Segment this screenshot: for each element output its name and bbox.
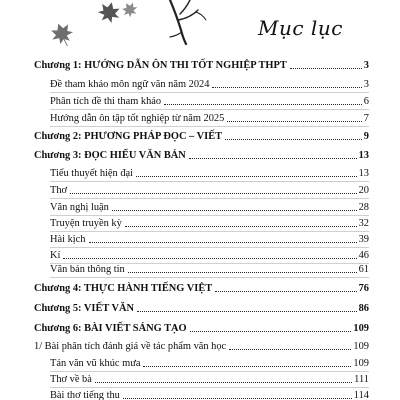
toc-entry-label: Chương 1: HƯỚNG DẪN ÔN THI TỐT NGHIỆP THPT <box>34 60 287 71</box>
toc-entry[interactable] <box>34 183 369 197</box>
toc-entry-page: 32 <box>358 218 369 229</box>
toc-entry-page: 13 <box>358 168 369 179</box>
toc-entry-label: Tản văn vũ khúc mưa <box>50 358 141 369</box>
toc-entry[interactable] <box>34 301 369 315</box>
toc-dot-leader <box>290 68 362 69</box>
toc-entry-page: 28 <box>358 202 369 213</box>
toc-entry-page: 114 <box>353 390 369 400</box>
toc-dot-leader <box>95 382 352 383</box>
page-title: Mục lục <box>258 16 343 40</box>
toc-entry[interactable] <box>34 356 369 370</box>
toc-dot-leader <box>123 398 352 399</box>
row-divider <box>50 277 369 278</box>
toc-entry-page: 3 <box>363 60 369 71</box>
toc-dot-leader <box>136 176 357 177</box>
toc-dot-leader <box>227 121 361 122</box>
toc-entry[interactable] <box>34 232 369 246</box>
maple-leaf-icon <box>96 0 122 25</box>
toc-entry-label: Truyện truyền kỳ <box>50 218 122 229</box>
toc-dot-leader <box>212 87 361 88</box>
toc-entry-label: Hướng dẫn ôn tập tốt nghiệp từ năm 2025 <box>50 113 225 124</box>
maple-leaf-icon <box>48 20 77 48</box>
toc-entry[interactable] <box>34 248 369 262</box>
toc-entry[interactable] <box>34 148 369 162</box>
toc-entry-page: 86 <box>358 303 369 314</box>
toc-entry-page: 109 <box>353 341 369 352</box>
toc-entry-label: Văn bản thông tin <box>50 264 125 275</box>
toc-dot-leader <box>112 210 357 211</box>
toc-dot-leader <box>70 193 357 194</box>
toc-entry-page: 7 <box>363 113 369 124</box>
toc-entry-page: 3 <box>363 79 369 90</box>
toc-entry[interactable] <box>34 129 369 143</box>
toc-entry-label: Chương 5: VIẾT VĂN <box>34 303 135 314</box>
toc-entry-page: 61 <box>358 264 369 275</box>
toc-entry-label: Chương 3: ĐỌC HIỂU VĂN BẢN <box>34 150 186 161</box>
toc-entry-page: 46 <box>358 250 369 261</box>
toc-entry[interactable] <box>34 111 369 125</box>
toc-dot-leader <box>143 366 351 367</box>
toc-entry-page: 39 <box>358 234 369 245</box>
toc-entry-page: 109 <box>353 323 369 334</box>
toc-entry-label: Tiểu thuyết hiện đại <box>50 168 134 179</box>
toc-entry-label: Bài thơ tiếng thu <box>50 390 120 400</box>
branch-icon <box>170 0 206 44</box>
row-divider <box>50 109 369 110</box>
toc-dot-leader <box>63 258 356 259</box>
toc-entry-label: Thơ về bà <box>50 374 92 385</box>
toc-dot-leader <box>89 242 357 243</box>
toc-dot-leader <box>137 311 357 312</box>
toc-entry-label: Hài kịch <box>50 234 86 245</box>
row-divider <box>50 198 369 199</box>
row-divider <box>50 126 369 127</box>
toc-entry-page: 13 <box>358 150 369 161</box>
toc-entry[interactable] <box>34 262 369 276</box>
toc-entry-label: Chương 4: THỰC HÀNH TIẾNG VIỆT <box>34 283 213 294</box>
toc-entry[interactable] <box>34 281 369 295</box>
toc-entry[interactable] <box>34 58 369 72</box>
toc-entry[interactable] <box>34 321 369 335</box>
toc-entry[interactable] <box>34 339 369 353</box>
toc-entry[interactable] <box>34 388 369 400</box>
toc-dot-leader <box>189 158 357 159</box>
toc-entry-label: Phân tích đề thi tham khảo <box>50 96 162 107</box>
toc-dot-leader <box>225 139 362 140</box>
toc-entry-page: 20 <box>358 185 369 196</box>
toc-dot-leader <box>215 291 356 292</box>
toc-entry-page: 111 <box>354 374 369 385</box>
toc-dot-leader <box>229 349 351 350</box>
toc-entry-page: 9 <box>363 131 369 142</box>
toc-dot-leader <box>125 226 357 227</box>
toc-entry[interactable] <box>34 166 369 180</box>
row-divider <box>50 181 369 182</box>
toc-entry[interactable] <box>34 372 369 386</box>
toc-dot-leader <box>190 331 352 332</box>
toc-entry[interactable] <box>34 216 369 230</box>
toc-entry[interactable] <box>34 77 369 91</box>
toc-entry-page: 109 <box>353 358 369 369</box>
toc-entry-label: 1/ Bài phân tích đánh giá về tác phẩm văn học <box>34 341 227 352</box>
toc-dot-leader <box>164 104 362 105</box>
row-divider <box>50 92 369 93</box>
toc-entry-label: Đề tham khảo môn ngữ văn năm 2024 <box>50 79 210 90</box>
toc-entry[interactable] <box>34 94 369 108</box>
toc-entry-label: Kí <box>50 250 61 261</box>
toc-entry-page: 76 <box>358 283 369 294</box>
toc-entry-label: Chương 2: PHƯƠNG PHÁP ĐỌC – VIẾT <box>34 131 223 142</box>
toc-entry-label: Thơ <box>50 185 68 196</box>
toc-entry[interactable] <box>34 200 369 214</box>
toc-entry-page: 6 <box>363 96 369 107</box>
toc-entry-label: Chương 6: BÀI VIẾT SÁNG TẠO <box>34 323 187 334</box>
maple-leaf-icon <box>119 0 139 19</box>
toc-entry-label: Văn nghị luận <box>50 202 109 213</box>
toc-dot-leader <box>128 272 357 273</box>
